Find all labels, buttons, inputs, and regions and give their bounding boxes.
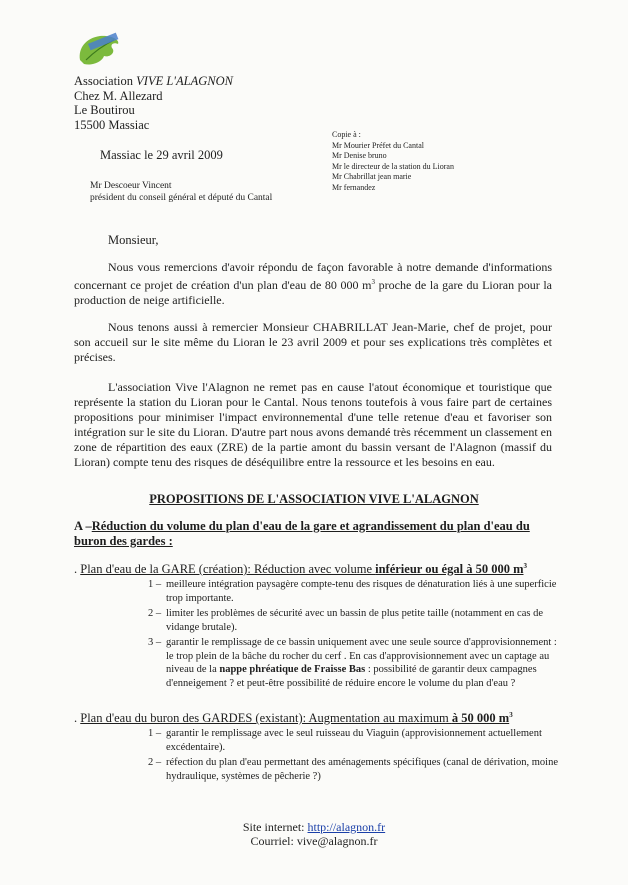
paragraph-1: Nous vous remercions d'avoir répondu de façon favorable à notre demande d'informations concernant ce projet de création d'un plan d'eau de 80 000 $m^3$ proche de la gare du Lioran pour la production de neige artificielle.: [74, 260, 552, 307]
leaf-logo-icon: [74, 30, 124, 70]
sender-address: Association VIVE L'ALAGNON Chez M. Allezard Le Boutirou 15500 Massiac: [74, 74, 233, 132]
plan-gardes-list: [148, 727, 558, 785]
copy-recipient: Mr Denise bruno: [332, 151, 387, 161]
proposals-title: PROPOSITIONS DE L'ASSOCIATION VIVE L'ALAGNON: [149, 492, 479, 506]
recipient-block: Mr Descoeur Vincent président du conseil général et député du Cantal: [90, 181, 273, 203]
copy-list: Copie à : Mr Mourier Préfet du Cantal Mr Denise bruno Mr le directeur de la station du Lioran Mr Chabrillat jean marie Mr fernandez: [332, 130, 454, 192]
association-name: VIVE L'ALAGNON: [136, 74, 233, 88]
plan-gare-list: [148, 578, 558, 692]
list-item: 1 – meilleure intégration paysagère compte-tenu des risques de dénaturation liés à une superficie trop importante.: [148, 579, 557, 604]
copy-recipient: Mr Chabrillat jean marie: [332, 172, 412, 182]
letter-date: Massiac le 29 avril 2009: [100, 148, 223, 162]
list-item: 3 – garantir le remplissage de ce bassin uniquement avec une seule source d'approvisionnement : le trop plein de la bâche du rocher du cerf . En cas d'approvisionnement avec un captage au niveau de la nappe phréatique de Fraisse Bas : possibilité de garantir deux campagnes d'enneigement ? et peut-être possibilité de réduire encore le volume du plan d'eau ?: [148, 637, 557, 689]
salutation: Monsieur,: [108, 233, 159, 247]
copy-recipient: Mr le directeur de la station du Lioran: [332, 161, 454, 171]
copy-recipient: Mr Mourier Préfet du Cantal: [332, 140, 424, 150]
email-address: vive@alagnon.fr: [296, 834, 378, 848]
paragraph-3: L'association Vive l'Alagnon ne remet pas en cause l'atout économique et touristique que représente la station du Lioran pour le Cantal. Nous tenons toutefois à vous faire part de certaines propositions pour minimiser l'impact environnemental d'une telle retenue d'eau et favoriser son intégration sur le site du Lioran. D'autre part nous avons demandé très récemment un classement en zone de répartition des eaux (ZRE) de la partie amont du bassin versant de l'Alagnon (massif du Lioran) compte tenu des risques de déséquilibre entre la ressource et les besoins en eau.: [74, 380, 553, 469]
list-item: 2 – réfection du plan d'eau permettant des aménagements spécifiques (canal de dérivation, moine hydraulique, systèmes de pêcherie ?): [148, 757, 558, 782]
copy-recipient: Mr fernandez: [332, 182, 376, 192]
section-a-heading: A –Réduction du volume du plan d'eau de la gare et agrandissement du plan d'eau du buron des gardes :: [74, 519, 530, 548]
association-logo: [74, 30, 124, 70]
list-item: 2 – limiter les problèmes de sécurité avec un bassin de plus petite taille (notamment en cas de vidange brutale).: [148, 608, 544, 633]
plan-gardes-heading: . Plan d'eau du buron des GARDES (existant): Augmentation au maximum à 50 000 $m^3$: [74, 711, 513, 726]
paragraph-2: Nous tenons aussi à remercier Monsieur CHABRILLAT Jean-Marie, chef de projet, pour son accueil sur le site même du Lioran le 23 avril 2009 et pour ses explications très complètes et précises.: [74, 320, 552, 364]
footer: Site internet: http://alagnon.fr Courriel: vive@alagnon.fr: [242, 820, 386, 848]
plan-gare-heading: . Plan d'eau de la GARE (création): Réduction avec volume inférieur ou égal à 50 000 $m^3$: [74, 562, 527, 577]
list-item: 1 – garantir le remplissage avec le seul ruisseau du Viaguin (approvisionnement actuellement excédentaire).: [148, 728, 542, 753]
website-link[interactable]: http://alagnon.fr: [307, 820, 386, 834]
